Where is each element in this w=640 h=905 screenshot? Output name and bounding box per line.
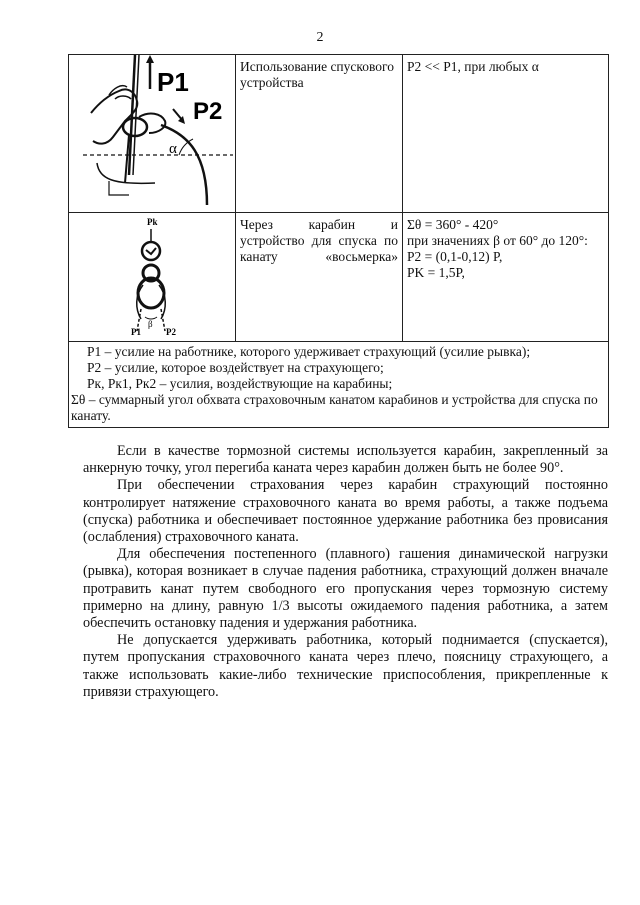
formula-cell: [403, 55, 609, 213]
notes-cell: [69, 342, 609, 428]
note-line: P1 – усилие на работнике, которого удерживает страхующий (усилие рывка);: [87, 344, 531, 359]
formula-line: Σθ = 360° - 420°: [407, 217, 499, 232]
note-line: Σθ – суммарный угол обхвата страховочным канатом карабинов и устройства для спуска по канату.: [71, 392, 598, 423]
table-row: [69, 55, 609, 213]
label-pk: Pk: [147, 217, 158, 227]
label-p2: P2: [193, 98, 223, 125]
formula-line: при значениях β от 60° до 120°:: [407, 233, 588, 248]
page-number: 2: [316, 30, 324, 45]
formula-line: P2 << P1, при любых α: [407, 59, 539, 74]
method-name-cell: Использование спускового устройства: [236, 55, 403, 213]
paragraph: Если в качестве тормозной системы используется карабин, закрепленный за анкерную точку, угол перегиба каната через карабин должен быть не более 90°.: [83, 443, 608, 477]
note-line: Pк, Pк1, Pк2 – усилия, воздействующие на карабины;: [87, 376, 393, 391]
paragraph: Не допускается удерживать работника, который поднимается (спускается), путем пропускания страховочного каната через плечо, поясницу страхующего, а также использовать какие-либо технические приспособления, прикрепленные к привязи страхующего.: [83, 632, 608, 700]
table-row: [69, 213, 609, 342]
formula-line: P2 = (0,1-0,12) P,: [407, 249, 503, 264]
rigging-methods-table: [68, 54, 609, 428]
formula-cell: [403, 213, 609, 342]
descender-figure: [69, 55, 235, 207]
label-p1: P1: [157, 67, 189, 97]
figure-cell: [69, 213, 236, 342]
label-p1-small: P1: [131, 327, 141, 336]
notes-row: [69, 342, 609, 428]
figure-eight-figure: [69, 213, 235, 336]
body-text: [83, 443, 608, 701]
note-line: P2 – усилие, которое воздействует на страхующего;: [87, 360, 384, 375]
figure-cell: [69, 55, 236, 213]
label-p2-small: P2: [166, 327, 176, 336]
paragraph: Для обеспечения постепенного (плавного) гашения динамической нагрузки (рывка), которая возникает в случае падения работника, страхующий должен вначале протравить канат путем свободного его пропускания через тормозную систему примерно на длину, равную 1/3 высоты ожидаемого падения работника, а затем обеспечить остановку падения и удержания работника.: [83, 546, 608, 632]
paragraph: При обеспечении страхования через карабин страхующий постоянно контролирует натяжение страховочного каната во время работы, а также подъема (спуска) работника и обеспечивает постоянное удержание работника без провисания (ослабления) страховочного каната.: [83, 477, 608, 546]
label-beta: β: [148, 319, 153, 329]
formula-line: PK = 1,5P,: [407, 265, 465, 280]
method-name-cell: Через карабин и устройство для спуска по канату «восьмерка»: [236, 213, 403, 342]
label-alpha: α: [169, 141, 177, 157]
